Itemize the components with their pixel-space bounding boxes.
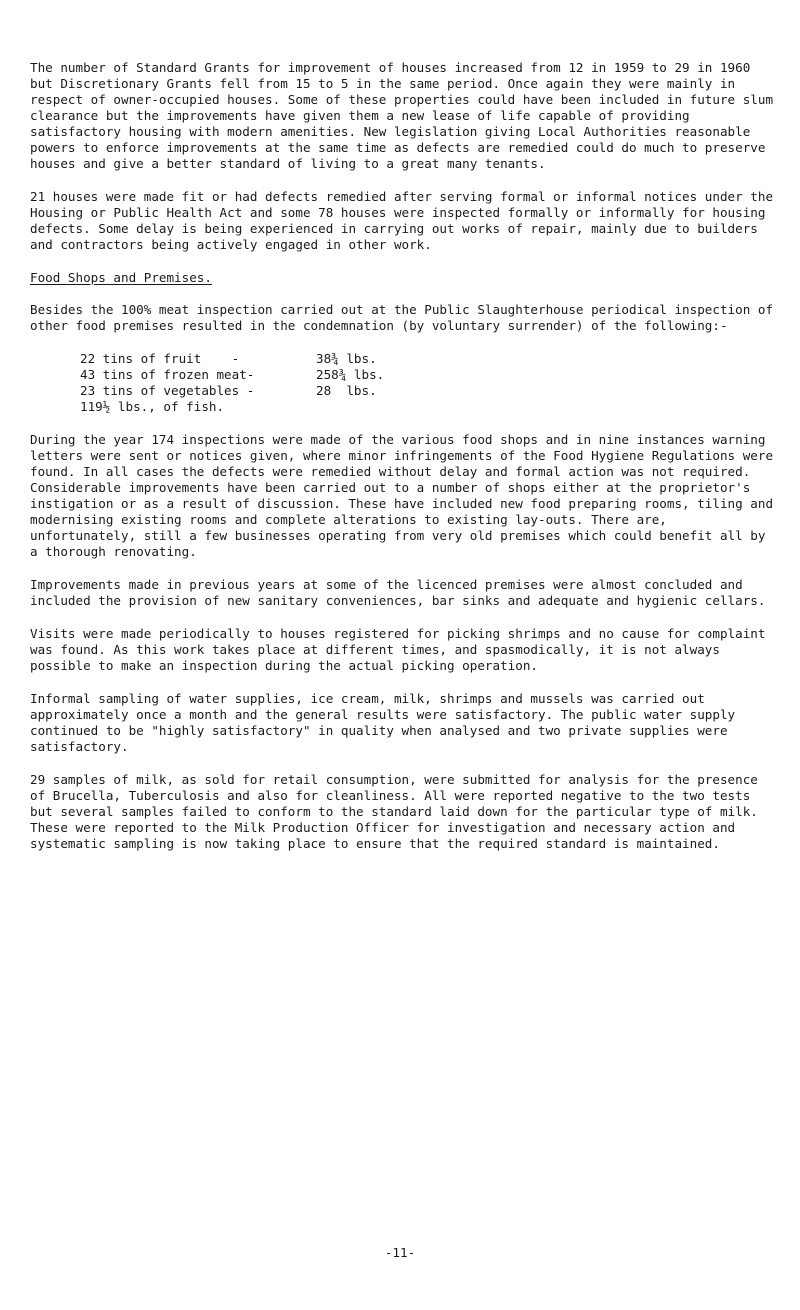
item-description: 22 tins of fruit - <box>80 351 240 366</box>
condemned-food-list <box>80 351 775 415</box>
item-quantity: 258¾ lbs. <box>316 367 385 382</box>
paragraph-licenced-premises: Improvements made in previous years at some of the licenced premises were almost concluded and included the provision of new sanitary conveniences, bar sinks and adequate and hygienic cellars. <box>30 577 766 608</box>
list-item <box>80 367 775 383</box>
list-item <box>80 383 775 399</box>
paragraph-improvement-grants: The number of Standard Grants for improvement of houses increased from 12 in 1959 to 29 in 1960 but Discretionary Grants fell from 15 to 5 in the same period. Once again they were mainly in respect of owner-occupied houses. Some of these properties could have been included in future slum clearance but the improvements have given them a new lease of life capable of providing satisfactory housing with modern amenities. New legislation giving Local Authorities reasonable powers to enforce improvements at the same time as defects are remedied could do much to preserve houses and give a better standard of living to a great many tenants. <box>30 60 774 171</box>
paragraph-shrimp-picking: Visits were made periodically to houses registered for picking shrimps and no cause for complaint was found. As this work takes place at different times, and spasmodically, it is not always possible to make an inspection during the actual picking operation. <box>30 626 766 673</box>
item-description: 23 tins of vegetables - <box>80 383 255 398</box>
item-quantity: 38¾ lbs. <box>316 351 377 366</box>
paragraph-houses-made-fit: 21 houses were made fit or had defects remedied after serving formal or informal notices under the Housing or Public Health Act and some 78 houses were inspected formally or informally for housing defects. Some delay is being experienced in carrying out works of repair, mainly due to builders and contractors being actively engaged in other work. <box>30 189 774 252</box>
section-heading: Food Shops and Premises. <box>30 270 212 285</box>
paragraph-food-shop-inspections: During the year 174 inspections were made of the various food shops and in nine instances warning letters were sent or notices given, where minor infringements of the Food Hygiene Regulations were found. In all cases the defects were remedied without delay and formal action was not required. Considerable improvements have been carried out to a number of shops either at the proprietor's instigation or as a result of discussion. These have included new food preparing rooms, tiling and modernising existing rooms and complete alterations to existing lay-outs. There are, unfortunately, still a few businesses operating from very old premises which could benefit all by a thorough renovating. <box>30 432 774 559</box>
paragraph-milk-samples: 29 samples of milk, as sold for retail consumption, were submitted for analysis for the presence of Brucella, Tuberculosis and also for cleanliness. All were reported negative to the two tests but several samples failed to conform to the standard laid down for the particular type of milk. These were reported to the Milk Production Officer for investigation and necessary action and systematic sampling is now taking place to ensure that the required standard is maintained. <box>30 772 758 851</box>
list-item <box>80 351 775 367</box>
page-number: -11- <box>384 1245 416 1260</box>
paragraph-informal-sampling: Informal sampling of water supplies, ice cream, milk, shrimps and mussels was carried out approximately once a month and the general results were satisfactory. The public water supply continued to be "highly satisfactory" in quality when analysed and two private supplies were satisfactory. <box>30 691 736 754</box>
item-description: 119½ lbs., of fish. <box>80 399 225 414</box>
paragraph-meat-inspection: Besides the 100% meat inspection carried out at the Public Slaughterhouse periodical inspection of other food premises resulted in the condemnation (by voluntary surrender) of the following:- <box>30 302 774 333</box>
item-description: 43 tins of frozen meat- <box>80 367 255 382</box>
list-item <box>80 399 775 415</box>
document-page <box>30 60 775 869</box>
item-quantity: 28 lbs. <box>316 383 377 398</box>
